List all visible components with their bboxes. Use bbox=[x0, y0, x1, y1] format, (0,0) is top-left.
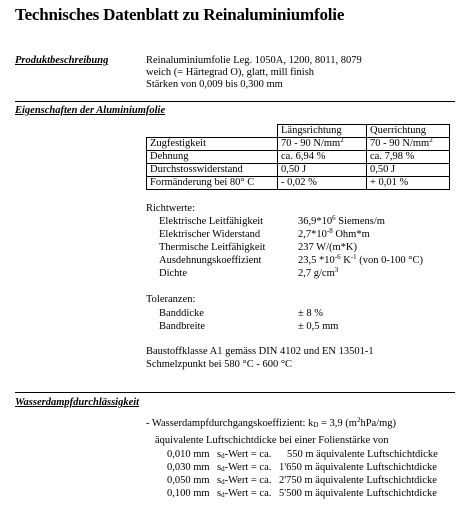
richtwert-label: Elektrische Leitfähigkeit bbox=[159, 216, 264, 227]
koeff-sup: 2 bbox=[356, 416, 361, 424]
sd: s bbox=[217, 475, 222, 486]
sd: s bbox=[217, 462, 222, 473]
table-row bbox=[147, 164, 450, 177]
value-suffix: Siemens/m bbox=[335, 216, 385, 227]
sd-sub: d bbox=[221, 491, 225, 499]
sd: s bbox=[217, 488, 222, 499]
cell-sup: 2 bbox=[340, 136, 344, 144]
cell-value: 70 - 90 N/mm bbox=[281, 138, 341, 149]
richtwert-label: Elektrischer Widerstand bbox=[159, 229, 261, 240]
produkt-line: weich (= Härtegrad O), glatt, mill finish bbox=[146, 67, 315, 78]
table-cell-label: Zugfestigkeit bbox=[147, 138, 278, 151]
value-text: 23,5 *10 bbox=[298, 255, 335, 266]
thickness: 0,050 mm bbox=[167, 475, 210, 486]
wasserdampf-koeffizient bbox=[146, 418, 396, 430]
richtwert-label: Ausdehnungskoeffizient bbox=[159, 255, 262, 266]
sd-wert bbox=[217, 488, 271, 500]
toleranz-value: ± 8 % bbox=[298, 308, 324, 319]
toleranz-label: Banddicke bbox=[159, 308, 204, 319]
value-suffix: K bbox=[340, 255, 351, 266]
eigenschaften-heading: Eigenschaften der Aluminiumfolie bbox=[15, 105, 166, 116]
sd: s bbox=[217, 449, 222, 460]
cell-sup: 2 bbox=[429, 136, 433, 144]
value-text: 36,9*10 bbox=[298, 216, 333, 227]
toleranzen-heading: Toleranzen: bbox=[146, 294, 196, 305]
table-cell-quer: ca. 7,98 % bbox=[367, 151, 450, 164]
sd-wert bbox=[217, 449, 271, 461]
value-suffix: Ohm*m bbox=[332, 229, 370, 240]
divider bbox=[15, 101, 455, 102]
sd-wert bbox=[217, 475, 271, 487]
sd-sub: d bbox=[221, 465, 225, 473]
toleranz-label: Bandbreite bbox=[159, 321, 206, 332]
schmelzpunkt-line: Schmelzpunkt bei 580 °C - 600 °C bbox=[146, 359, 293, 370]
value-sup: -6 bbox=[334, 253, 341, 261]
document-title: Technisches Datenblatt zu Reinaluminiumfolie bbox=[15, 5, 345, 24]
table-header-row bbox=[147, 125, 450, 138]
cell-value: 70 - 90 N/mm bbox=[370, 138, 430, 149]
value-sup: 6 bbox=[332, 214, 336, 222]
thickness: 0,030 mm bbox=[167, 462, 210, 473]
sd-sub: d bbox=[221, 478, 225, 486]
richtwerte-heading: Richtwerte: bbox=[146, 203, 195, 214]
table-row bbox=[147, 151, 450, 164]
table-row bbox=[147, 177, 450, 190]
value-text: 2,7 g/cm bbox=[298, 268, 335, 279]
sd-rest: -Wert = ca. bbox=[224, 488, 272, 499]
sd-wert bbox=[217, 462, 271, 474]
sd-value: 2'750 m äquivalente Luftschichtdicke bbox=[279, 475, 437, 486]
sd-rest: -Wert = ca. bbox=[224, 475, 272, 486]
sd-value: 5'500 m äquivalente Luftschichtdicke bbox=[279, 488, 437, 499]
sd-value: 550 m äquivalente Luftschichtdicke bbox=[287, 449, 438, 460]
table-header-laengs: Längsrichtung bbox=[278, 125, 367, 138]
table-row bbox=[147, 138, 450, 151]
properties-table bbox=[146, 124, 450, 190]
table-cell-label: Dehnung bbox=[147, 151, 278, 164]
sd-sub: d bbox=[221, 452, 225, 460]
sd-rest: -Wert = ca. bbox=[224, 462, 272, 473]
table-cell-laengs bbox=[278, 138, 367, 151]
produkt-line: Stärken von 0,009 bis 0,300 mm bbox=[146, 79, 283, 90]
produkt-heading: Produktbeschreibung bbox=[15, 55, 109, 66]
richtwert-value: 237 W/(m*K) bbox=[298, 242, 358, 253]
table-cell-label: Durchstosswiderstand bbox=[147, 164, 278, 177]
thickness: 0,010 mm bbox=[167, 449, 210, 460]
sd-rest: -Wert = ca. bbox=[224, 449, 272, 460]
table-cell-laengs: 0,50 J bbox=[278, 164, 367, 177]
table-cell-quer: + 0,01 % bbox=[367, 177, 450, 190]
wasserdampf-intro: äquivalente Luftschichtdicke bei einer Folienstärke von bbox=[155, 435, 389, 446]
richtwert-value bbox=[298, 255, 423, 267]
produkt-line: Reinaluminiumfolie Leg. 1050A, 1200, 8011, 8079 bbox=[146, 55, 362, 66]
value-text: 2,7*10 bbox=[298, 229, 327, 240]
table-header-quer: Querrichtung bbox=[367, 125, 450, 138]
value-sup: 3 bbox=[334, 266, 339, 274]
table-cell-quer: 0,50 J bbox=[367, 164, 450, 177]
richtwert-value bbox=[298, 216, 385, 228]
produkt-text bbox=[146, 55, 362, 91]
koeff-sub: D bbox=[313, 421, 319, 429]
koeff-mid: = 3,9 (m bbox=[318, 418, 357, 429]
richtwert-value bbox=[298, 229, 370, 241]
value-suffix: (von 0-100 °C) bbox=[356, 255, 423, 266]
table-cell-laengs: - 0,02 % bbox=[278, 177, 367, 190]
table-cell-label: Formänderung bei 80° C bbox=[147, 177, 278, 190]
thickness: 0,100 mm bbox=[167, 488, 210, 499]
koeff-end: hPa/mg) bbox=[360, 418, 397, 429]
value-sup: -1 bbox=[350, 253, 357, 261]
value-sup: -8 bbox=[326, 227, 333, 235]
koeff-prefix: - Wasserdampfdurchgangskoeffizient: k bbox=[146, 418, 314, 429]
sd-value: 1'650 m äquivalente Luftschichtdicke bbox=[279, 462, 437, 473]
table-cell-laengs: ca. 6,94 % bbox=[278, 151, 367, 164]
table-header-empty bbox=[147, 125, 278, 138]
richtwert-label: Dichte bbox=[159, 268, 187, 279]
toleranz-value: ± 0,5 mm bbox=[298, 321, 339, 332]
table-cell-quer bbox=[367, 138, 450, 151]
richtwert-value bbox=[298, 268, 338, 280]
baustoff-line: Baustoffklasse A1 gemäss DIN 4102 und EN 13501-1 bbox=[146, 346, 374, 357]
wasserdampf-heading: Wasserdampfdurchlässigkeit bbox=[15, 397, 140, 408]
richtwert-label: Thermische Leitfähigkeit bbox=[159, 242, 266, 253]
divider bbox=[15, 392, 455, 393]
